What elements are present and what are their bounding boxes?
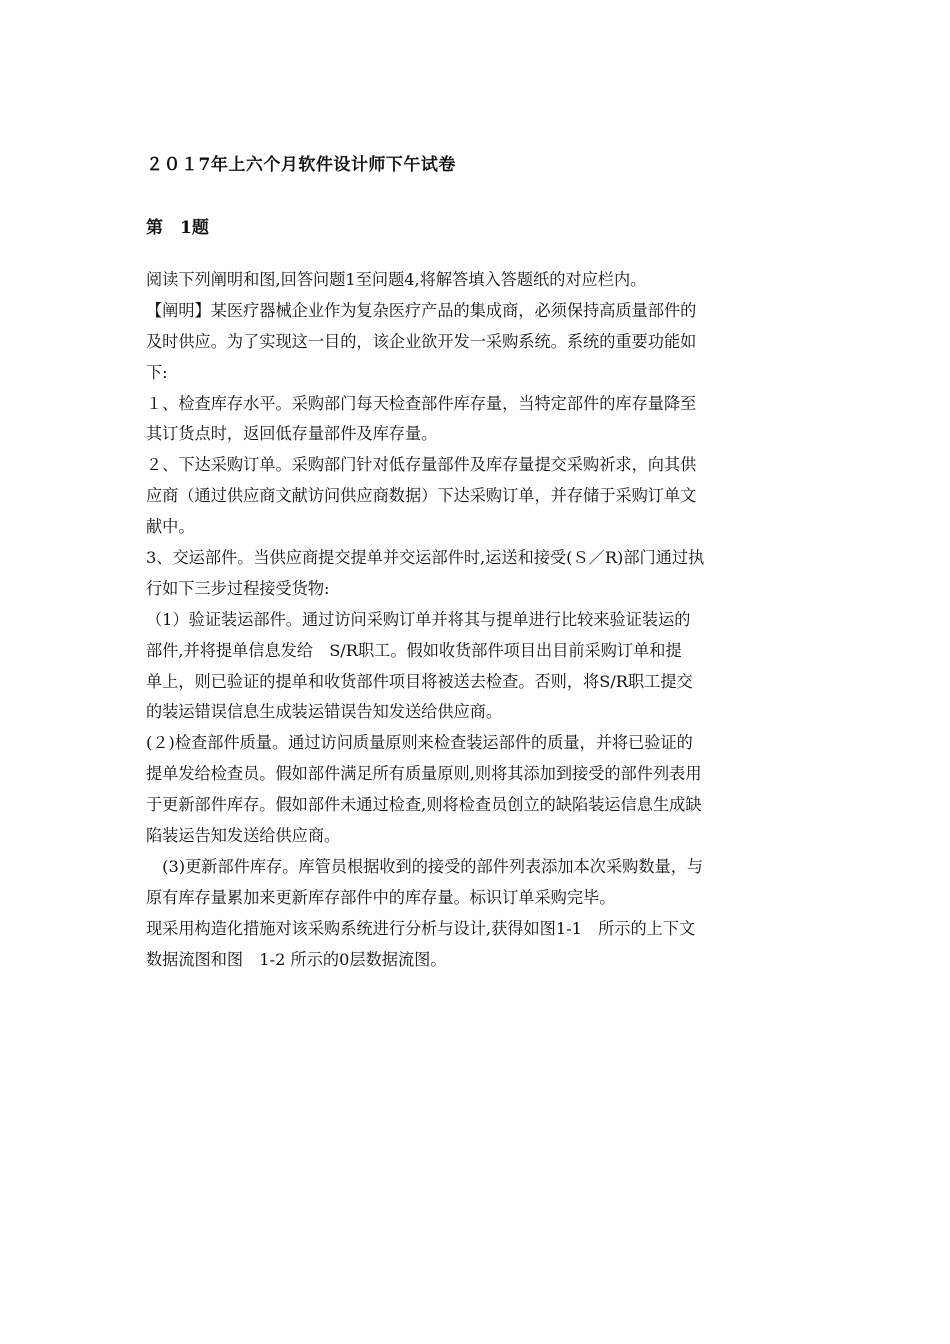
body-line: 【阐明】某医疗器械企业作为复杂医疗产品的集成商，必须保持高质量部件的	[146, 300, 697, 320]
document-title: ２０１7年上六个月软件设计师下午试卷	[146, 155, 456, 175]
body-line: 其订货点时，返回低存量部件及库存量。	[146, 424, 438, 444]
body-line: 于更新部件库存。假如部件未通过检查,则将检查员创立的缺陷装运信息生成缺	[146, 795, 702, 815]
body-line: 的装运错误信息生成装运错误告知发送给供应商。	[146, 702, 503, 722]
body-line: 部件,并将提单信息发给 S/R职工。假如收货部件项目出目前采购订单和提	[146, 640, 682, 660]
body-line: 提单发给检查员。假如部件满足所有质量原则,则将其添加到接受的部件列表用	[146, 764, 702, 784]
body-line: 应商（通过供应商文献访问供应商数据）下达采购订单，并存储于采购订单文	[146, 486, 697, 506]
body-line: 及时供应。为了实现这一目的，该企业欲开发一采购系统。系统的重要功能如	[146, 331, 697, 351]
body-line: 数据流图和图 1-2 所示的0层数据流图。	[146, 949, 447, 969]
body-line: 阅读下列阐明和图,回答问题1至问题4,将解答填入答题纸的对应栏内。	[146, 270, 647, 289]
question-heading: 第 1题	[146, 218, 209, 238]
body-line: 单上，则已验证的提单和收货部件项目将被送去检查。否则，将S/R职工提交	[146, 671, 693, 691]
body-line: 现采用构造化措施对该采购系统进行分析与设计,获得如图1-1 所示的上下文	[146, 918, 696, 938]
body-line: １、检查库存水平。采购部门每天检查部件库存量，当特定部件的库存量降至	[146, 393, 697, 413]
question-body	[146, 265, 810, 975]
body-line: (２)检查部件质量。通过访问质量原则来检查装运部件的质量，并将已验证的	[146, 733, 693, 753]
body-line: 3、交运部件。当供应商提交提单并交运部件时,运送和接受(Ｓ／R)部门通过执	[146, 548, 705, 568]
body-line: 行如下三步过程接受货物:	[146, 578, 330, 598]
body-line: 原有库存量累加来更新库存部件中的库存量。标识订单采购完毕。	[146, 887, 616, 907]
body-line: ２、下达采购订单。采购部门针对低存量部件及库存量提交采购祈求，向其供	[146, 455, 697, 475]
body-line: (3)更新部件库存。库管员根据收到的接受的部件列表添加本次采购数量，与	[146, 856, 704, 876]
body-line: 献中。	[146, 517, 195, 537]
body-line: 下:	[146, 362, 168, 382]
body-line: 陷装运告知发送给供应商。	[146, 826, 341, 846]
body-line: （1）验证装运部件。通过访问采购订单并将其与提单进行比较来验证装运的	[146, 609, 691, 629]
